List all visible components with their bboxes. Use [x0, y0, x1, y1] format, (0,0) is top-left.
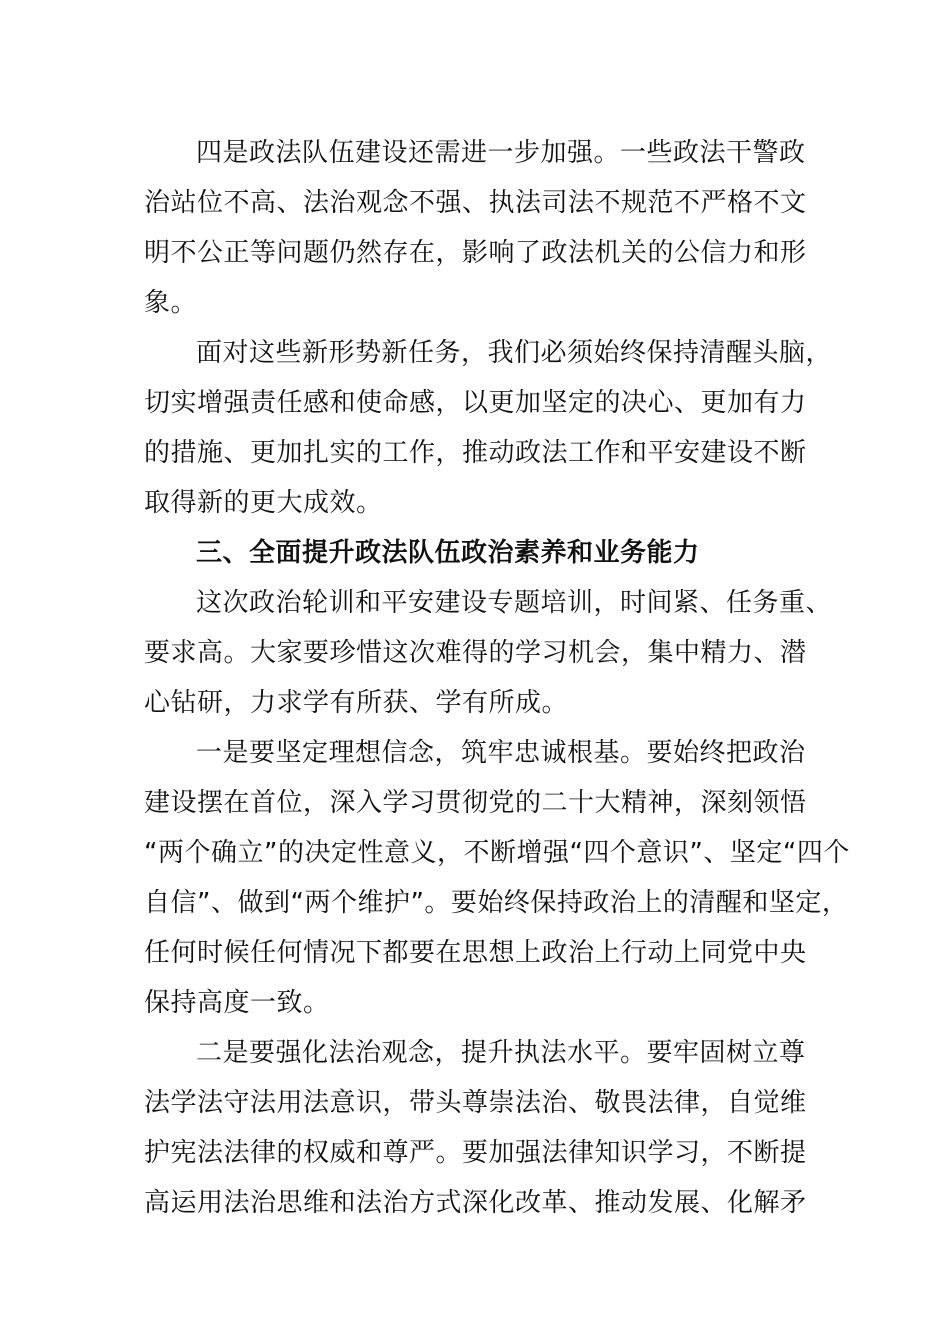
text-line: 护宪法法律的权威和尊严。要加强法律知识学习，不断提 — [144, 1138, 807, 1168]
text-line: 任何时候任何情况下都要在思想上政治上行动上同党中央 — [144, 938, 807, 968]
text-line: 这次政治轮训和平安建设专题培训，时间紧、任务重、 — [196, 588, 833, 618]
text-line: 法学法守法用法意识，带头尊崇法治、敬畏法律，自觉维 — [144, 1088, 807, 1118]
paragraph-new-tasks — [144, 328, 833, 528]
text-line: 心钻研，力求学有所获、学有所成。 — [144, 688, 569, 718]
text-line: 建设摆在首位，深入学习贯彻党的二十大精神，深刻领悟 — [144, 788, 807, 818]
text-line: 治站位不高、法治观念不强、执法司法不规范不严格不文 — [144, 188, 807, 218]
section-heading-text: 三、全面提升政法队伍政治素养和业务能力 — [196, 538, 700, 568]
text-line: 要求高。大家要珍惜这次难得的学习机会，集中精力、潜 — [144, 638, 807, 668]
text-line: 明不公正等问题仍然存在，影响了政法机关的公信力和形 — [144, 238, 807, 268]
text-line: 保持高度一致。 — [144, 988, 330, 1018]
text-line: 一是要坚定理想信念，筑牢忠诚根基。要始终把政治 — [196, 738, 806, 768]
text-line: 象。 — [144, 288, 198, 318]
text-line: 自信”、做到“两个维护”。要始终保持政治上的清醒和坚定， — [144, 888, 849, 918]
section-heading — [144, 528, 806, 578]
paragraph-team-building — [144, 128, 806, 328]
text-line: 的措施、更加扎实的工作，推动政法工作和平安建设不断 — [144, 438, 807, 468]
text-line: 取得新的更大成效。 — [144, 488, 383, 518]
paragraph-rule-of-law — [144, 1028, 806, 1228]
paragraph-training-intro — [144, 578, 833, 728]
text-line: 四是政法队伍建设还需进一步加强。一些政法干警政 — [196, 138, 806, 168]
paragraph-ideals — [144, 728, 850, 1028]
text-line: “两个确立”的决定性意义，不断增强“四个意识”、坚定“四个 — [144, 838, 850, 868]
text-line: 二是要强化法治观念，提升执法水平。要牢固树立尊 — [196, 1038, 806, 1068]
text-line: 高运用法治思维和法治方式深化改革、推动发展、化解矛 — [144, 1188, 807, 1218]
text-line: 面对这些新形势新任务，我们必须始终保持清醒头脑， — [196, 338, 833, 368]
document-body — [144, 128, 850, 1228]
text-line: 切实增强责任感和使命感，以更加坚定的决心、更加有力 — [144, 388, 807, 418]
